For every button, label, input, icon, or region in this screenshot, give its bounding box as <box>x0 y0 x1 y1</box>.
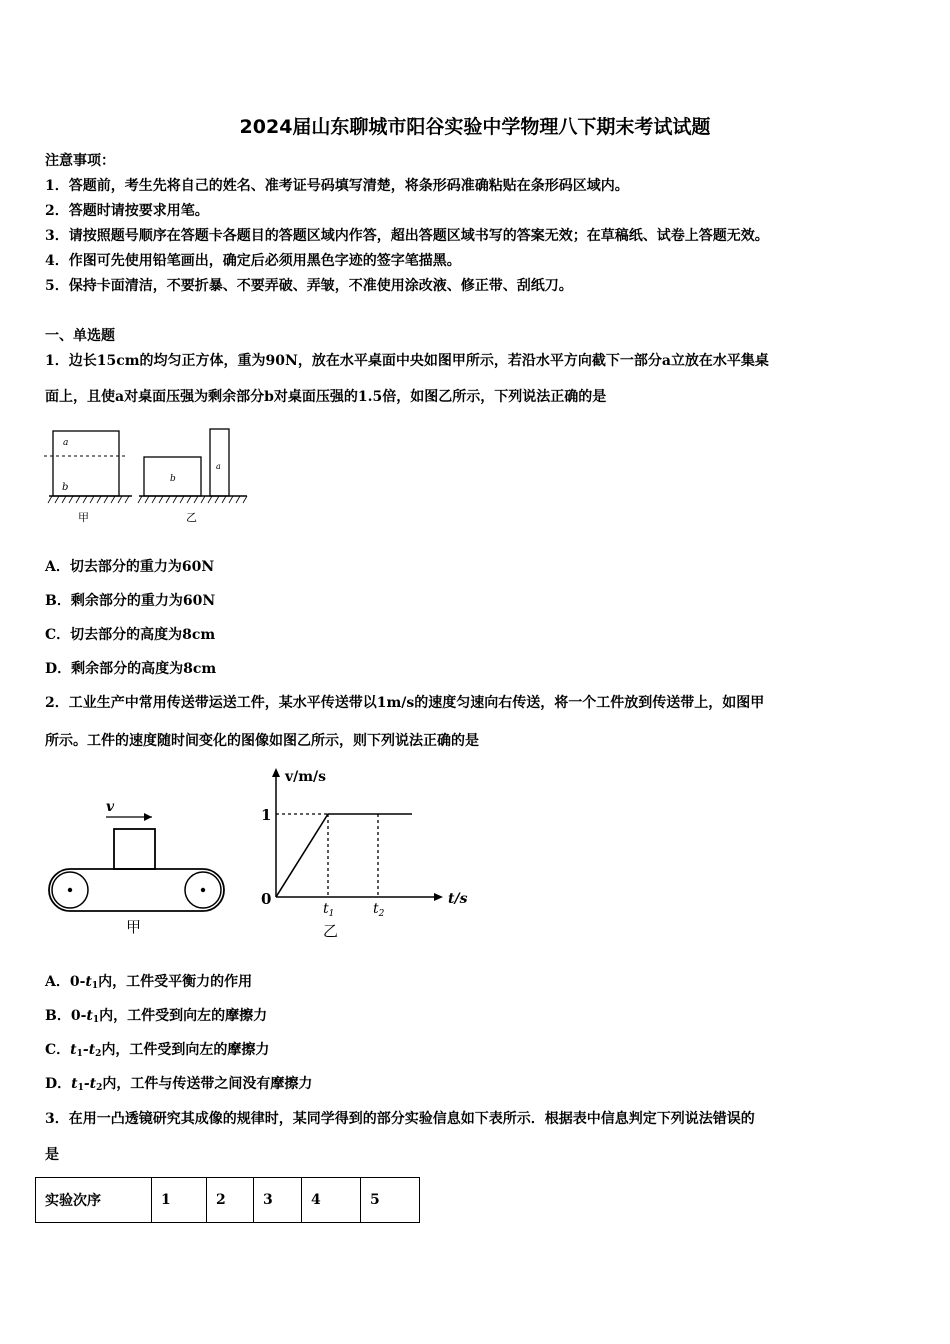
notice-item: 3．请按照题号顺序在答题卡各题目的答题区域内作答，超出答题区域书写的答案无效；在草稿纸、试卷上答题无效。 <box>45 228 769 244</box>
y-axis-arrow-icon <box>272 768 280 777</box>
question-1-text: 面上，且使a对桌面压强为剩余部分b对桌面压强的1.5倍，如图乙所示，下列说法正确的是 <box>45 389 607 405</box>
velocity-time-graph <box>261 768 468 940</box>
notice-item: 4．作图可先使用铅笔画出，确定后必须用黑色字迹的签字笔描黑。 <box>45 253 461 269</box>
caption-jia: 甲 <box>126 918 142 936</box>
label-a: a <box>63 438 69 448</box>
table-header-cell: 2 <box>207 1178 254 1223</box>
question-1-text: 1．边长15cm的均匀正方体，重为90N，放在水平桌面中央如图甲所示，若沿水平方向截下一部分a立放在水平集桌 <box>45 353 769 369</box>
option-b: B．$0-t_1$内，工件受到向左的摩擦力 <box>45 1008 268 1025</box>
section-heading: 一、单选题 <box>45 328 115 344</box>
label-b: b <box>170 474 176 484</box>
series-line-v <box>276 814 412 897</box>
t1-tick-label: $t_1$ <box>323 901 335 919</box>
table-header-cell: 3 <box>254 1178 302 1223</box>
question-1-figure <box>42 424 257 526</box>
y-axis-label: v/m/s <box>285 769 327 785</box>
page-title: 2024届山东聊城市阳谷实验中学物理八下期末考试试题 <box>239 116 711 138</box>
option-a: A．$0-t_1$内，工件受平衡力的作用 <box>45 974 253 991</box>
table-header-cell: 1 <box>152 1178 207 1223</box>
table-header-cell: 实验次序 <box>36 1178 152 1223</box>
velocity-label: v <box>106 799 115 815</box>
option-d: D．剩余部分的高度为8cm <box>45 661 217 677</box>
figure-yi-blocks <box>138 429 247 524</box>
question-2-figure <box>40 762 470 942</box>
caption-jia: 甲 <box>78 511 89 524</box>
option-d: D．$t_1-t_2$内，工件与传送带之间没有摩擦力 <box>45 1076 313 1093</box>
t2-tick-label: $t_2$ <box>373 901 385 919</box>
option-c: C．$t_1-t_2$内，工件受到向左的摩擦力 <box>45 1042 270 1059</box>
workpiece <box>114 829 155 869</box>
notice-item: 5．保持卡面清洁，不要折暴、不要弄破、弄皱，不准使用涂改液、修正带、刮纸刀。 <box>45 278 573 294</box>
option-c: C．切去部分的高度为8cm <box>45 627 216 643</box>
notice-heading: 注意事项： <box>45 153 115 169</box>
origin-label: 0 <box>261 890 272 908</box>
option-b: B．剩余部分的重力为60N <box>45 593 216 609</box>
x-axis-arrow-icon <box>434 893 443 901</box>
table-header-cell: 4 <box>302 1178 361 1223</box>
option-a: A．切去部分的重力为60N <box>45 559 215 575</box>
figure-jia-cube <box>44 431 132 524</box>
arrow-right-icon <box>144 813 152 821</box>
label-a: a <box>216 462 221 471</box>
label-b: b <box>62 482 69 493</box>
experiment-table <box>35 1177 420 1223</box>
x-axis-label: t/s <box>448 891 468 907</box>
conveyor-belt-figure <box>49 799 224 936</box>
question-2-text: 所示。工件的速度随时间变化的图像如图乙所示，则下列说法正确的是 <box>45 733 479 749</box>
notice-item: 2．答题时请按要求用笔。 <box>45 203 209 219</box>
table-row <box>36 1178 420 1223</box>
y-tick-label: 1 <box>261 806 272 824</box>
question-3-text: 是 <box>45 1147 59 1163</box>
caption-yi: 乙 <box>186 511 197 524</box>
notice-item: 1．答题前，考生先将自己的姓名、准考证号码填写清楚，将条形码准确粘贴在条形码区域内。 <box>45 178 629 194</box>
question-2-text: 2．工业生产中常用传送带运送工件，某水平传送带以1m/s的速度匀速向右传送，将一个工件放到传送带上，如图甲 <box>45 695 765 711</box>
caption-yi: 乙 <box>323 922 339 940</box>
table-header-cell: 5 <box>361 1178 420 1223</box>
question-3-text: 3．在用一凸透镜研究其成像的规律时，某同学得到的部分实验信息如下表所示．根据表中信息判定下列说法错误的 <box>45 1111 755 1127</box>
